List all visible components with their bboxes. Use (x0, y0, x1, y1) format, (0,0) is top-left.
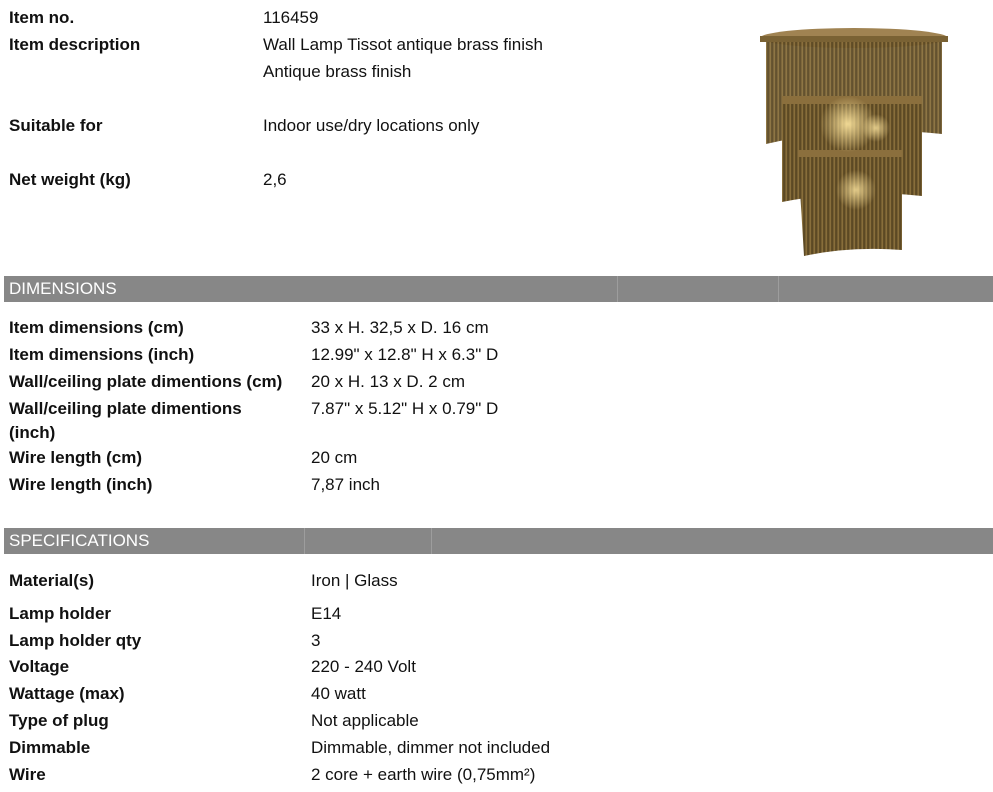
section-divider (431, 528, 432, 554)
dimensions-row-label: Wire length (inch) (9, 475, 153, 494)
dimensions-section-header (4, 276, 993, 302)
section-divider (778, 276, 779, 302)
suitable-for-value: Indoor use/dry locations only (263, 116, 480, 135)
wall-lamp-photo (756, 24, 952, 260)
specifications-title: SPECIFICATIONS (9, 531, 150, 550)
specifications-section-header (4, 528, 993, 554)
specifications-row-label: Wattage (max) (9, 684, 125, 703)
dimensions-row-label: Wall/ceiling plate dimentions (cm) (9, 372, 283, 391)
dimensions-row-label: Item dimensions (inch) (9, 345, 195, 364)
specifications-row-value: Iron | Glass (311, 571, 398, 590)
specifications-row-value: 2 core + earth wire (0,75mm²) (311, 765, 536, 784)
dimensions-row-label: Wire length (cm) (9, 448, 143, 467)
specifications-row-label: Dimmable (9, 738, 91, 757)
specifications-row-label: Lamp holder (9, 604, 112, 623)
item-no-label: Item no. (9, 8, 75, 27)
specifications-row-label: Type of plug (9, 711, 109, 730)
specifications-row-label: Lamp holder qty (9, 631, 142, 650)
specifications-row-label: Material(s) (9, 571, 95, 590)
specifications-row-value: 3 (311, 631, 321, 650)
net-weight-label: Net weight (kg) (9, 170, 131, 189)
dimensions-row-value: 20 x H. 13 x D. 2 cm (311, 372, 465, 391)
dimensions-row-label-continued: (inch) (9, 423, 56, 442)
specifications-row-value: 220 - 240 Volt (311, 657, 416, 676)
specifications-row-label: Wire (9, 765, 46, 784)
item-description-label: Item description (9, 35, 141, 54)
dimensions-title: DIMENSIONS (9, 279, 117, 298)
dimensions-row-value: 20 cm (311, 448, 358, 467)
dimensions-row-value: 12.99" x 12.8" H x 6.3" D (311, 345, 499, 364)
dimensions-row-value: 7,87 inch (311, 475, 380, 494)
specifications-row-label: Voltage (9, 657, 70, 676)
section-divider (304, 528, 305, 554)
dimensions-row-value: 33 x H. 32,5 x D. 16 cm (311, 318, 489, 337)
dimensions-row-value: 7.87" x 5.12" H x 0.79" D (311, 399, 499, 418)
item-description-line2: Antique brass finish (263, 62, 412, 81)
item-description-line1: Wall Lamp Tissot antique brass finish (263, 35, 543, 54)
item-no-value: 116459 (263, 8, 319, 27)
specifications-row-value: 40 watt (311, 684, 366, 703)
dimensions-row-label: Wall/ceiling plate dimentions (9, 399, 242, 418)
specifications-row-value: Not applicable (311, 711, 419, 730)
specifications-row-value: Dimmable, dimmer not included (311, 738, 551, 757)
section-divider (617, 276, 618, 302)
dimensions-row-label: Item dimensions (cm) (9, 318, 184, 337)
net-weight-value: 2,6 (263, 170, 287, 189)
specifications-row-value: E14 (311, 604, 342, 623)
suitable-for-label: Suitable for (9, 116, 103, 135)
